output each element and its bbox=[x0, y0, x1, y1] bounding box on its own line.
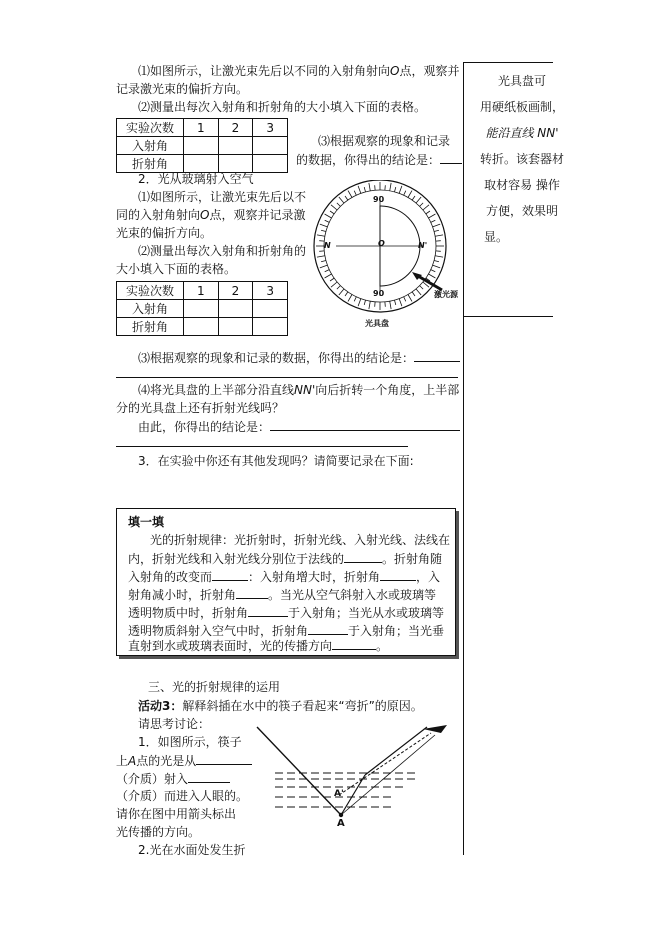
disc-tick bbox=[404, 297, 406, 302]
disc-tick bbox=[431, 220, 436, 222]
disc-label-n: N bbox=[324, 241, 331, 250]
fill-box-line: 透明物质斜射入空气中时，折射角 于入射角；当光垂 bbox=[128, 621, 444, 641]
table-header: 2 bbox=[218, 282, 253, 300]
disc-tick bbox=[434, 260, 439, 261]
part2-p1-line1: ⑴如图所示，让激光束先后以不 bbox=[138, 190, 307, 204]
disc-tick bbox=[390, 301, 391, 309]
q2-line1: 2.光在水面处发生折 bbox=[138, 843, 246, 857]
disc-tick bbox=[345, 292, 348, 296]
disc-tick bbox=[420, 203, 424, 207]
table-row-label: 入射角 bbox=[117, 300, 184, 318]
point-a-dot bbox=[339, 813, 343, 817]
answer-blank[interactable] bbox=[308, 621, 348, 635]
q1-line1: 1．如图所示，筷子 bbox=[138, 735, 242, 749]
disc-tick bbox=[433, 224, 441, 227]
answer-blank[interactable] bbox=[212, 567, 248, 581]
fill-box-line: 透明物质中时，折射角 于入射角；当光从水或玻璃等 bbox=[128, 603, 444, 623]
q1-line4: （介质）而进入人眼的。 bbox=[116, 789, 249, 803]
disc-tick bbox=[408, 191, 412, 198]
fill-box-line: 射角减小时，折射角 。当光从空气斜射入水或玻璃等 bbox=[128, 585, 436, 605]
sidebar-line: 方便，效果明 bbox=[485, 204, 558, 218]
apparent-ray bbox=[339, 733, 431, 795]
disc-tick bbox=[364, 187, 365, 192]
table-header: 1 bbox=[184, 282, 219, 300]
sidebar-line: 转折。该套器材 bbox=[480, 152, 565, 166]
sidebar-line: 显。 bbox=[484, 230, 509, 244]
part2-p1-line2: 同的入射角射向O点，观察并记录激 bbox=[116, 208, 306, 222]
disc-tick bbox=[330, 278, 334, 281]
q1-line6: 光传播的方向。 bbox=[116, 825, 201, 839]
disc-tick bbox=[390, 183, 391, 191]
optical-disc-figure bbox=[300, 180, 460, 340]
table-cell[interactable] bbox=[253, 318, 288, 336]
disc-label-o: O bbox=[378, 239, 385, 248]
answer-blank[interactable] bbox=[344, 549, 382, 563]
laser-source-label: 激光源 bbox=[434, 290, 458, 299]
point-a-label: A bbox=[337, 818, 345, 829]
disc-label-90-top: 90 bbox=[373, 195, 385, 204]
part2-p3: ⑶根据观察的现象和记录的数据，你得出的结论是： bbox=[138, 348, 460, 368]
fill-box-title: 填一填 bbox=[128, 515, 165, 529]
table-header: 实验次数 bbox=[117, 282, 184, 300]
disc-tick bbox=[369, 183, 370, 191]
disc-tick bbox=[321, 230, 326, 231]
disc-tick bbox=[428, 214, 435, 218]
q1-line3: （介质）射入 bbox=[116, 769, 230, 789]
question-3: 3．在实验中你还有其他发现吗？请简要记录在下面: bbox=[138, 454, 414, 468]
sidebar-line: 用硬纸板画制， bbox=[480, 100, 565, 114]
disc-tick bbox=[317, 256, 325, 257]
part2-p1-line3: 光束的偏折方向。 bbox=[116, 226, 213, 240]
disc-tick bbox=[320, 224, 328, 227]
disc-tick bbox=[354, 297, 356, 302]
table-row-label: 折射角 bbox=[117, 155, 184, 173]
disc-tick bbox=[364, 300, 365, 305]
disc-caption: 光具盘 bbox=[365, 319, 389, 328]
disc-tick bbox=[399, 299, 402, 307]
answer-blank[interactable] bbox=[414, 348, 460, 362]
disc-tick bbox=[412, 196, 415, 200]
part2-p2-line2: 大小填入下面的表格。 bbox=[116, 262, 237, 276]
disc-label-90-bottom: 90 bbox=[373, 289, 385, 298]
disc-tick bbox=[369, 301, 370, 309]
disc-tick bbox=[345, 196, 348, 200]
disc-tick bbox=[330, 211, 334, 214]
answer-blank[interactable] bbox=[440, 150, 462, 164]
part1-table bbox=[116, 118, 288, 173]
disc-tick bbox=[394, 300, 395, 305]
part1-p3-line2: 的数据，你得出的结论是： bbox=[296, 150, 462, 170]
table-cell[interactable] bbox=[253, 300, 288, 318]
fill-box-line: 内，折射光线和入射光线分别位于法线的 。折射角随 bbox=[128, 549, 442, 569]
table-row-label: 入射角 bbox=[117, 137, 184, 155]
disc-tick bbox=[404, 191, 406, 196]
disc-tick bbox=[426, 211, 430, 214]
disc-tick bbox=[358, 299, 361, 307]
answer-blank[interactable] bbox=[236, 585, 268, 599]
disc-tick bbox=[433, 265, 441, 268]
table-row-label: 折射角 bbox=[117, 318, 184, 336]
table-cell[interactable] bbox=[253, 155, 288, 173]
sidebar-line: 取材容易 操作 bbox=[484, 178, 560, 192]
answer-line bbox=[116, 446, 408, 447]
water-lines bbox=[275, 773, 415, 807]
disc-tick bbox=[423, 205, 429, 210]
table-cell[interactable] bbox=[184, 318, 219, 336]
part2-p2-line1: ⑵测量出每次入射角和折射角的 bbox=[138, 244, 307, 258]
activity-3: 活动3：解释斜插在水中的筷子看起来“弯折”的原因。 bbox=[138, 699, 423, 713]
part1-p1: ⑴如图所示，让激光束先后以不同的入射角射向O点，观察并 bbox=[138, 64, 460, 78]
disc-tick bbox=[331, 205, 337, 210]
table-header: 1 bbox=[184, 119, 219, 137]
fill-box-line: 光的折射规律：光折射时，折射光线、入射光线、法线在 bbox=[150, 533, 451, 547]
disc-tick bbox=[399, 186, 402, 194]
disc-tick bbox=[325, 220, 330, 222]
discuss-prompt: 请思考讨论： bbox=[138, 717, 211, 731]
table-header: 2 bbox=[218, 119, 253, 137]
disc-tick bbox=[435, 256, 443, 257]
table-cell[interactable] bbox=[184, 137, 219, 155]
disc-tick bbox=[420, 286, 424, 290]
disc-tick bbox=[321, 260, 326, 261]
disc-tick bbox=[428, 274, 435, 278]
disc-tick bbox=[331, 282, 337, 287]
ray-edge bbox=[341, 735, 435, 815]
part2-p4-line3: 由此，你得出的结论是： bbox=[138, 417, 460, 437]
chopstick bbox=[257, 727, 341, 815]
chopstick-figure bbox=[255, 725, 455, 835]
answer-blank[interactable] bbox=[188, 769, 230, 783]
part1-p2: ⑵测量出每次入射角和折射角的大小填入下面的表格。 bbox=[138, 100, 427, 114]
disc-tick bbox=[348, 191, 352, 198]
point-a-prime-label: A' bbox=[334, 789, 344, 799]
disc-tick bbox=[408, 294, 412, 301]
sidebar-bottom-rule bbox=[463, 316, 553, 317]
sidebar-line: 光具盘可 bbox=[497, 74, 546, 88]
table-cell[interactable] bbox=[218, 300, 253, 318]
disc-tick bbox=[339, 197, 344, 203]
q1-line2: 上A点的光是从 bbox=[116, 751, 252, 771]
disc-tick bbox=[337, 286, 341, 290]
disc-tick bbox=[348, 294, 352, 301]
disc-tick bbox=[394, 187, 395, 192]
disc-tick bbox=[325, 270, 330, 272]
sidebar-note bbox=[480, 68, 564, 250]
answer-blank[interactable] bbox=[332, 639, 376, 650]
disc-tick bbox=[434, 230, 439, 231]
disc-tick bbox=[320, 265, 328, 268]
table-cell[interactable] bbox=[218, 318, 253, 336]
disc-tick bbox=[325, 214, 332, 218]
q1-line5: 请你在图中用箭头标出 bbox=[116, 807, 237, 821]
part2-p4-line1: ⑷将光具盘的上半部分沿直线NN'向后折转一个角度，上半部 bbox=[138, 383, 460, 397]
disc-tick bbox=[325, 274, 332, 278]
answer-blank[interactable] bbox=[270, 417, 460, 431]
answer-blank[interactable] bbox=[196, 751, 252, 765]
part2-table bbox=[116, 281, 288, 336]
fill-box-line: 直射到水或玻璃表面时，光的传播方向 。 bbox=[128, 639, 389, 653]
answer-line bbox=[116, 377, 458, 378]
table-cell[interactable] bbox=[218, 137, 253, 155]
light-ray bbox=[341, 775, 365, 815]
table-header: 3 bbox=[253, 119, 288, 137]
answer-blank[interactable] bbox=[248, 603, 288, 617]
disc-tick bbox=[339, 289, 344, 295]
section3-title: 三、光的折射规律的运用 bbox=[148, 680, 281, 694]
fill-box-line: 入射角的改变而 ：入射角增大时，折射角 ，入 bbox=[128, 567, 440, 587]
table-cell[interactable] bbox=[253, 137, 288, 155]
table-header: 3 bbox=[253, 282, 288, 300]
disc-tick bbox=[354, 191, 356, 196]
disc-tick bbox=[416, 197, 421, 203]
part1-p1-line2: 记录激光束的偏折方向。 bbox=[116, 82, 249, 96]
disc-label-n-prime: N' bbox=[418, 241, 428, 250]
answer-blank[interactable] bbox=[380, 567, 416, 581]
part2-p4-line2: 分的光具盘上还有折射光线吗？ bbox=[116, 401, 285, 415]
table-header: 实验次数 bbox=[117, 119, 184, 137]
disc-tick bbox=[317, 235, 325, 236]
disc-tick bbox=[435, 235, 443, 236]
disc-tick bbox=[416, 289, 421, 295]
eye-icon bbox=[423, 725, 447, 733]
disc-tick bbox=[337, 203, 341, 207]
disc-tick bbox=[412, 292, 415, 296]
disc-tick bbox=[358, 186, 361, 194]
disc-tick bbox=[431, 270, 436, 272]
part2-title: 2．光从玻璃射入空气 bbox=[138, 172, 254, 186]
column-divider bbox=[463, 62, 464, 855]
part1-p3-line1: ⑶根据观察的现象和记录 bbox=[318, 134, 451, 148]
table-cell[interactable] bbox=[184, 300, 219, 318]
sidebar-top-rule bbox=[463, 62, 553, 63]
sidebar-line: 能沿直线 NN' bbox=[485, 126, 559, 140]
